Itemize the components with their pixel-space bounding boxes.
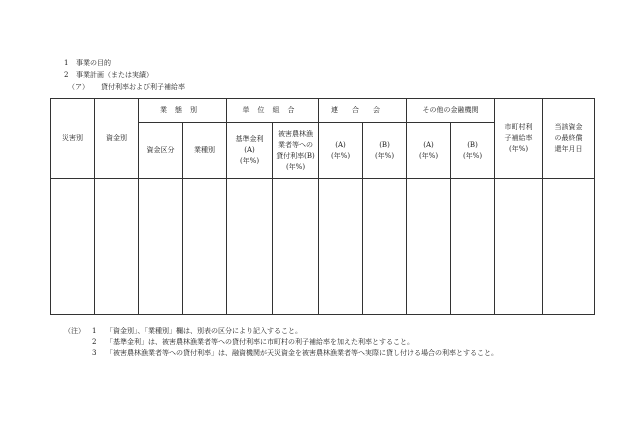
header-line: (A) [244, 146, 255, 154]
subsection-heading [68, 82, 185, 92]
note-number: 1 [92, 327, 97, 335]
header-line: 基準金利 [235, 135, 264, 143]
header-line: (年%) [374, 151, 395, 160]
header-disaster: 災害別 [51, 99, 95, 179]
section-1-heading [64, 58, 111, 68]
header-federation-b [363, 123, 407, 179]
note-item [64, 337, 498, 348]
header-line: 還年月日 [554, 145, 583, 153]
table-row [51, 179, 595, 315]
note-text: 「資金別」、「業種別」欄は、別表の区分により記入すること。 [106, 327, 302, 335]
rate-table [50, 98, 595, 315]
header-final-repayment-date [543, 99, 595, 179]
header-unit-union-group: 単位組合 [227, 99, 319, 123]
header-line: (A) [423, 140, 434, 149]
table-cell [273, 179, 319, 315]
header-federation-group: 連合会 [319, 99, 407, 123]
table-cell [407, 179, 451, 315]
header-line: (年%) [330, 151, 351, 160]
header-line: (年%) [462, 151, 483, 160]
table-cell [319, 179, 363, 315]
header-line: (B) [467, 140, 478, 149]
header-line: (B) [379, 140, 390, 149]
table-cell [451, 179, 495, 315]
header-line: (A) [335, 140, 346, 149]
header-other-a [407, 123, 451, 179]
table-cell [227, 179, 273, 315]
header-base-rate [227, 123, 273, 179]
section-title: 事業計画（または実績） [76, 71, 153, 79]
header-line: (年%) [508, 145, 529, 153]
header-fund: 資金別 [95, 99, 139, 179]
table-cell [139, 179, 183, 315]
section-number: 1 [64, 59, 69, 67]
header-fund-category: 資金区分 [139, 123, 183, 179]
notes-label: （注） [64, 327, 85, 335]
note-text: 「基準金利」は、被害農林漁業者等への貸付利率に市町村の利子補給率を加えた利率とすること。 [106, 338, 414, 346]
header-line: 被害農林漁 [278, 129, 313, 138]
header-municipal-rate [495, 99, 543, 179]
header-business-type: 業種別 [183, 123, 227, 179]
note-number: 3 [92, 349, 97, 357]
subsection-label: （ア） [68, 83, 89, 91]
header-line: 貸付利率(B) [276, 151, 315, 160]
subsection-title: 貸付利率および利子補給率 [101, 83, 185, 91]
header-business-group: 業態別 [139, 99, 227, 123]
header-line: 業者等への [278, 140, 313, 149]
note-item [64, 326, 498, 337]
note-item [64, 348, 498, 359]
table-cell [95, 179, 139, 315]
header-victim-lending-rate [273, 123, 319, 179]
section-title: 事業の目的 [76, 59, 111, 67]
header-line: 子補給率 [504, 134, 533, 142]
note-number: 2 [92, 338, 97, 346]
header-federation-a [319, 123, 363, 179]
notes [64, 326, 498, 359]
header-line: 当該資金 [554, 123, 583, 131]
table-cell [363, 179, 407, 315]
header-line: 市町村利 [504, 123, 533, 131]
header-line: (年%) [285, 162, 306, 171]
header-line: (年%) [239, 157, 260, 165]
header-other-b [451, 123, 495, 179]
table-cell [51, 179, 95, 315]
header-other-institutions-group: その他の金融機関 [407, 99, 495, 123]
header-line: の最終償 [554, 134, 583, 142]
section-2-heading [64, 70, 153, 80]
section-number: 2 [64, 71, 69, 79]
header-line: (年%) [418, 151, 439, 160]
table-cell [543, 179, 595, 315]
table-cell [183, 179, 227, 315]
table-cell [495, 179, 543, 315]
note-text: 「被害農林漁業者等への貸付利率」は、融資機関が天災資金を被害農林漁業者等へ実際に貸し付ける場合の利率とすること。 [106, 349, 498, 357]
